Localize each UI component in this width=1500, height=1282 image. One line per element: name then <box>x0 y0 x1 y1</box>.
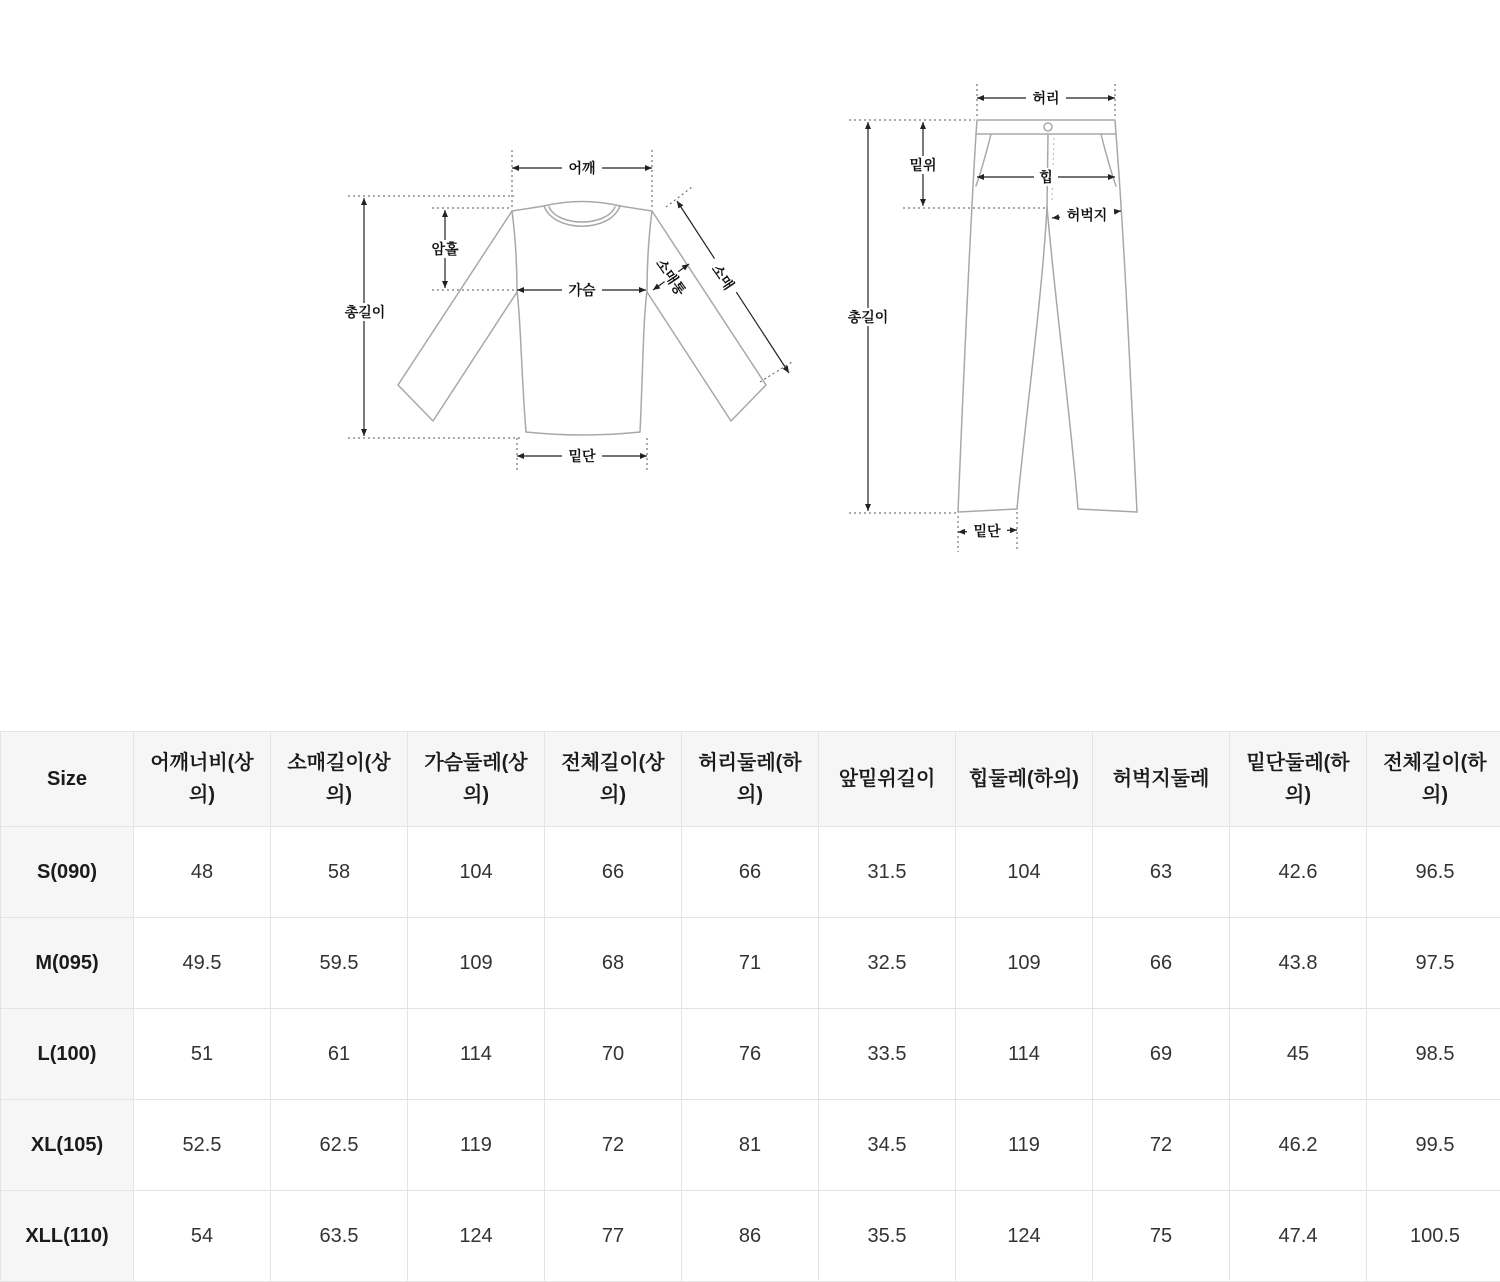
measurement-cell: 32.5 <box>819 918 956 1009</box>
measurement-cell: 114 <box>408 1009 545 1100</box>
bottom-garment-diagram <box>845 60 1175 560</box>
waist-label: 허리 <box>1032 90 1059 106</box>
col-header: 힙둘레(하의) <box>956 732 1093 827</box>
measurement-cell: 47.4 <box>1230 1191 1367 1282</box>
measurement-cell: 46.2 <box>1230 1100 1367 1191</box>
measurement-cell: 42.6 <box>1230 827 1367 918</box>
measurement-cell: 66 <box>545 827 682 918</box>
rise-label: 밑위 <box>909 157 936 173</box>
measurement-cell: 124 <box>956 1191 1093 1282</box>
row-size-label: L(100) <box>1 1009 134 1100</box>
measurement-cell: 59.5 <box>271 918 408 1009</box>
chest-label: 가슴 <box>568 282 596 298</box>
measurement-cell: 81 <box>682 1100 819 1191</box>
table-row <box>1 1100 1500 1191</box>
shirt-outline <box>398 202 766 436</box>
shirt-guides <box>348 150 792 472</box>
measurement-cell: 96.5 <box>1367 827 1500 918</box>
dim-thigh <box>1052 206 1121 223</box>
table-row <box>1 918 1500 1009</box>
top-garment-diagram <box>340 60 820 490</box>
armhole-label: 암홀 <box>431 241 459 257</box>
measurement-cell: 100.5 <box>1367 1191 1500 1282</box>
hip-label: 힙 <box>1039 169 1053 185</box>
col-header: 전체길이(상의) <box>545 732 682 827</box>
hem-label: 밑단 <box>568 448 596 464</box>
measurement-cell: 104 <box>408 827 545 918</box>
measurement-cell: 58 <box>271 827 408 918</box>
col-header: 앞밑위길이 <box>819 732 956 827</box>
sleeve-width-label: 소매통 <box>653 256 689 299</box>
table-row <box>1 1191 1500 1282</box>
measurement-cell: 72 <box>1093 1100 1230 1191</box>
col-header: 밑단둘레(하의) <box>1230 732 1367 827</box>
measurement-cell: 109 <box>408 918 545 1009</box>
col-header: 가슴둘레(상의) <box>408 732 545 827</box>
hem-label: 밑단 <box>973 523 1001 539</box>
measurement-cell: 51 <box>134 1009 271 1100</box>
measurement-cell: 114 <box>956 1009 1093 1100</box>
table-header-row <box>1 732 1500 827</box>
measurement-cell: 70 <box>545 1009 682 1100</box>
measurement-cell: 75 <box>1093 1191 1230 1282</box>
dim-hem-top <box>517 447 647 465</box>
measurement-cell: 52.5 <box>134 1100 271 1191</box>
dim-sleeve-width <box>650 250 693 303</box>
measurement-cell: 86 <box>682 1191 819 1282</box>
measurement-cell: 48 <box>134 827 271 918</box>
measurement-cell: 54 <box>134 1191 271 1282</box>
dim-sleeve <box>677 201 789 373</box>
measurement-cell: 72 <box>545 1100 682 1191</box>
dim-chest <box>517 281 646 299</box>
thigh-label: 허벅지 <box>1067 207 1108 223</box>
measurement-cell: 31.5 <box>819 827 956 918</box>
row-size-label: XLL(110) <box>1 1191 134 1282</box>
shoulder-label: 어깨 <box>568 160 595 176</box>
measurement-cell: 49.5 <box>134 918 271 1009</box>
row-size-label: XL(105) <box>1 1100 134 1191</box>
col-header: 어깨너비(상의) <box>134 732 271 827</box>
measurement-cell: 109 <box>956 918 1093 1009</box>
measurement-cell: 97.5 <box>1367 918 1500 1009</box>
size-table-body <box>1 827 1500 1282</box>
measurement-cell: 119 <box>408 1100 545 1191</box>
measurement-cell: 124 <box>408 1191 545 1282</box>
dim-total-length-top <box>340 198 392 436</box>
measurement-cell: 98.5 <box>1367 1009 1500 1100</box>
measurement-cell: 77 <box>545 1191 682 1282</box>
dim-rise <box>902 122 944 206</box>
measurement-cell: 45 <box>1230 1009 1367 1100</box>
measurement-cell: 63 <box>1093 827 1230 918</box>
row-size-label: M(095) <box>1 918 134 1009</box>
total-length-label: 총길이 <box>848 309 889 325</box>
dim-total-length-bottom <box>845 122 895 511</box>
col-header: 허벅지둘레 <box>1093 732 1230 827</box>
measurement-cell: 99.5 <box>1367 1100 1500 1191</box>
dim-shoulder <box>512 159 652 177</box>
col-header: 허리둘레(하의) <box>682 732 819 827</box>
size-table <box>0 731 1500 1282</box>
measurement-cell: 119 <box>956 1100 1093 1191</box>
dim-hip <box>977 168 1115 186</box>
dim-waist <box>977 89 1115 107</box>
measurement-cell: 43.8 <box>1230 918 1367 1009</box>
measurement-cell: 35.5 <box>819 1191 956 1282</box>
measurement-cell: 69 <box>1093 1009 1230 1100</box>
measurement-cell: 104 <box>956 827 1093 918</box>
measurement-cell: 68 <box>545 918 682 1009</box>
measurement-cell: 76 <box>682 1009 819 1100</box>
table-row <box>1 1009 1500 1100</box>
measurement-cell: 61 <box>271 1009 408 1100</box>
table-row <box>1 827 1500 918</box>
measurement-cell: 62.5 <box>271 1100 408 1191</box>
measurement-cell: 63.5 <box>271 1191 408 1282</box>
col-header: 소매길이(상의) <box>271 732 408 827</box>
measurement-cell: 33.5 <box>819 1009 956 1100</box>
col-header: 전체길이(하의) <box>1367 732 1500 827</box>
sleeve-label: 소매 <box>709 261 737 292</box>
total-length-label: 총길이 <box>345 304 386 320</box>
col-header-size: Size <box>1 732 134 827</box>
measurement-cell: 66 <box>1093 918 1230 1009</box>
measurement-cell: 66 <box>682 827 819 918</box>
measurement-cell: 71 <box>682 918 819 1009</box>
dim-hem-bottom <box>958 522 1017 540</box>
row-size-label: S(090) <box>1 827 134 918</box>
measurement-cell: 34.5 <box>819 1100 956 1191</box>
dim-armhole <box>424 210 466 288</box>
